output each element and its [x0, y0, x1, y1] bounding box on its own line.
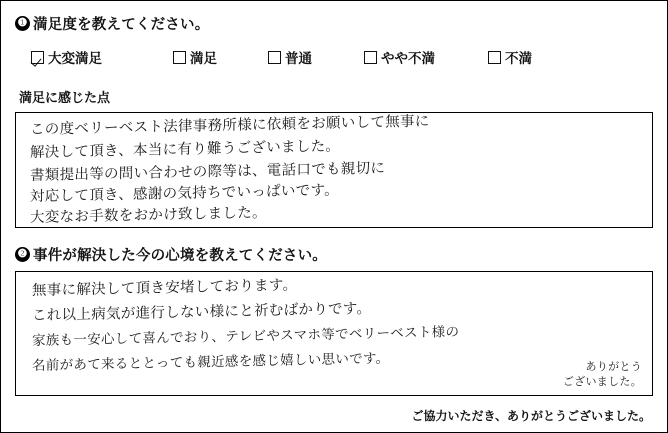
handwritten-line: 家族も一安心して喜んでおり、テレビやスマホ等でベリーベスト様の: [32, 324, 460, 349]
question-1-heading: [15, 13, 653, 34]
option-somewhat-dissatisfied[interactable]: [364, 47, 488, 67]
handwritten-signature-line: ございました。: [562, 375, 642, 388]
handwritten-signature-line: ありがとう: [585, 360, 642, 373]
question-2-number: ❷: [15, 247, 30, 262]
handwritten-line: 大変なお手数をおかけ致しました。: [30, 205, 267, 226]
footer-thanks-text: ご協力いただき、ありがとうございました。: [411, 409, 651, 423]
option-label: やや不満: [381, 51, 435, 66]
handwritten-line: 書類提出等の問い合わせの際等は、電話口でも親切に: [30, 160, 386, 184]
checkbox-icon[interactable]: [488, 51, 501, 64]
checkbox-icon[interactable]: [364, 51, 377, 64]
option-dissatisfied[interactable]: [488, 47, 578, 67]
checkbox-icon[interactable]: [173, 51, 186, 64]
question-2-heading: [15, 244, 653, 265]
option-label: 普通: [285, 51, 312, 66]
checkbox-icon[interactable]: [268, 51, 281, 64]
question-1-sub-label: 満足に感じた点: [19, 90, 111, 105]
option-satisfied[interactable]: [173, 47, 268, 67]
question-2-answer-box[interactable]: [15, 271, 653, 396]
question-1-number: ❶: [15, 16, 30, 31]
option-label: 満足: [190, 51, 217, 66]
question-1-text: 満足度を教えてください。: [33, 17, 210, 33]
option-label: 不満: [505, 51, 532, 66]
handwritten-line: 解決して頂き、本当に有り難うございました。: [30, 138, 341, 161]
handwritten-line: 無事に解決して頂き安堵しております。: [32, 277, 298, 299]
handwritten-line: 名前があて来るととっても親近感を感じ嬉しい思いです。: [32, 350, 390, 374]
option-very-satisfied[interactable]: [31, 47, 173, 67]
handwritten-line: 対応して頂き、感謝の気持ちでいっぱいです。: [30, 182, 339, 205]
question-1-answer-box[interactable]: [15, 112, 653, 228]
handwritten-line: この度ベリーベスト法律事務所様に依頼をお願いして無事に: [30, 113, 430, 138]
handwritten-line: これ以上病気が進行しない様にと祈むばかりです。: [32, 300, 372, 324]
option-label: 大変満足: [48, 51, 102, 66]
question-2-text: 事件が解決した今の心境を教えてください。: [33, 248, 327, 264]
checkbox-checked-icon[interactable]: [31, 51, 44, 64]
question-1-options: [15, 47, 653, 67]
option-neutral[interactable]: [268, 47, 364, 67]
